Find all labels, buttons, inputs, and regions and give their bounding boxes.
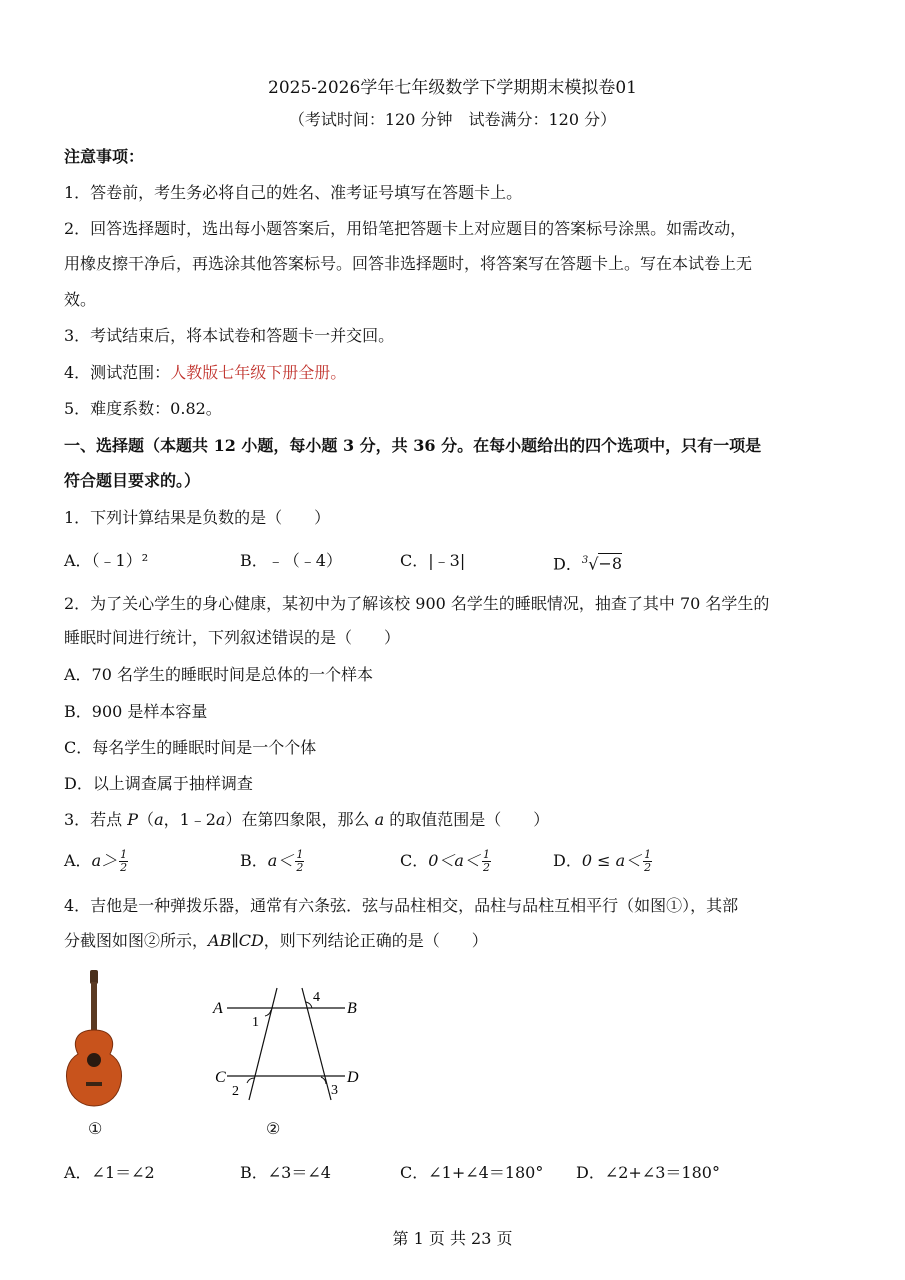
exam-info: （考试时间：120 分钟 试卷满分：120 分） bbox=[288, 110, 617, 129]
guitar-figure bbox=[58, 968, 128, 1118]
q3-stem-part: ，1﹣2 bbox=[163, 810, 216, 829]
q3-option-a-expr: a＞ bbox=[91, 851, 118, 870]
guitar-headstock bbox=[90, 970, 98, 984]
label-angle-2: 2 bbox=[232, 1084, 239, 1099]
test-range: 人教版七年级下册全册 bbox=[170, 363, 331, 382]
q4-option-a: A．∠1＝∠2 bbox=[64, 1163, 155, 1182]
fraction-denominator: 2 bbox=[644, 861, 652, 874]
q3-stem-part: 的取值范围是（ ） bbox=[384, 810, 550, 829]
q3-option-c-label: C． bbox=[400, 851, 429, 870]
page-footer: 第 1 页 共 23 页 bbox=[392, 1229, 513, 1248]
page-title: 2025-2026学年七年级数学下学期期末模拟卷01 bbox=[268, 78, 637, 98]
note-5: 5．难度系数：0.82。 bbox=[64, 399, 222, 418]
label-angle-1: 1 bbox=[252, 1015, 259, 1030]
q3-var-a: a bbox=[215, 810, 226, 829]
note-4-suffix: 。 bbox=[330, 363, 347, 382]
figure-2-caption: ② bbox=[266, 1119, 281, 1138]
q3-option-b-label: B． bbox=[240, 851, 268, 870]
fraction-denominator: 2 bbox=[120, 861, 128, 874]
q3-option-d-label: D． bbox=[553, 851, 582, 870]
parallel-lines-figure bbox=[205, 980, 365, 1110]
radical-icon: √ bbox=[588, 554, 599, 574]
fraction-numerator: 1 bbox=[482, 848, 490, 861]
q4-option-d: D．∠2+∠3＝180° bbox=[576, 1163, 720, 1182]
q4-stem-line-2 bbox=[64, 930, 843, 952]
q3-stem-part: 3．若点 bbox=[64, 810, 128, 829]
q3-stem-part: （ bbox=[138, 810, 155, 829]
q3-option-a-label: A． bbox=[64, 851, 92, 870]
note-2-line-3: 效。 bbox=[64, 290, 97, 309]
note-2-line-2: 用橡皮擦干净后，再选涂其他答案标号。回答非选择题时，将答案写在答题卡上。写在本试卷上无 bbox=[64, 254, 753, 273]
q3-option-a bbox=[64, 849, 128, 874]
fraction bbox=[119, 849, 128, 874]
fraction bbox=[643, 849, 652, 874]
section-heading-line-1: 一、选择题（本题共 12 小题，每小题 3 分，共 36 分。在每小题给出的四个选项中，只有一项是 bbox=[64, 436, 762, 455]
label-a: A bbox=[213, 1000, 223, 1017]
q3-option-d-expr: 0 ≤ a＜ bbox=[581, 851, 642, 870]
transversal-left bbox=[249, 988, 277, 1100]
notes-heading: 注意事项： bbox=[64, 147, 145, 166]
q4-stem-line-1: 4．吉他是一种弹拨乐器，通常有六条弦．弦与品柱相交，品柱与品柱互相平行（如图①），其部 bbox=[64, 896, 739, 915]
fraction-numerator: 1 bbox=[296, 848, 304, 861]
q2-option-c: C．每名学生的睡眠时间是一个个体 bbox=[64, 738, 317, 757]
q2-stem-line-1: 2．为了关心学生的身心健康，某初中为了解该校 900 名学生的睡眠情况，抽查了其中 70 名学生的 bbox=[64, 594, 770, 613]
label-b: B bbox=[347, 1000, 357, 1017]
q1-option-b: B．﹣（﹣4） bbox=[240, 551, 342, 570]
q1-option-c: C．|﹣3| bbox=[400, 551, 466, 570]
cube-root-index: 3 bbox=[581, 555, 589, 566]
q3-stem-part: ）在第四象限，那么 bbox=[225, 810, 375, 829]
note-3: 3．考试结束后，将本试卷和答题卡一并交回。 bbox=[64, 326, 395, 345]
q2-stem-line-2: 睡眠时间进行统计，下列叙述错误的是（ ） bbox=[64, 628, 401, 647]
label-d: D bbox=[347, 1069, 359, 1086]
guitar-body bbox=[66, 1030, 121, 1106]
q4-stem-part: ，则下列结论正确的是（ ） bbox=[263, 931, 488, 950]
fraction-numerator: 1 bbox=[120, 848, 128, 861]
guitar-soundhole bbox=[87, 1053, 101, 1067]
q4-option-c: C．∠1+∠4＝180° bbox=[400, 1163, 544, 1182]
q2-option-a: A．70 名学生的睡眠时间是总体的一个样本 bbox=[64, 665, 374, 684]
q4-option-b: B．∠3＝∠4 bbox=[240, 1163, 331, 1182]
q2-option-d: D．以上调查属于抽样调查 bbox=[64, 774, 253, 793]
radicand: −8 bbox=[598, 554, 623, 574]
q4-stem-part: 分截图如图②所示， bbox=[64, 931, 209, 950]
note-1: 1．答卷前，考生务必将自己的姓名、准考证号填写在答题卡上。 bbox=[64, 183, 523, 202]
q1-option-d-label: D． bbox=[553, 554, 582, 574]
q4-parallel-statement: AB∥CD bbox=[208, 931, 264, 950]
note-4-prefix: 4．测试范围： bbox=[64, 363, 171, 382]
fraction bbox=[295, 849, 304, 874]
fraction bbox=[482, 849, 491, 874]
guitar-bridge bbox=[86, 1082, 102, 1086]
figure-1-caption: ① bbox=[88, 1119, 103, 1138]
q2-option-b: B．900 是样本容量 bbox=[64, 702, 208, 721]
q3-stem bbox=[64, 809, 843, 831]
q1-option-d bbox=[553, 550, 622, 575]
label-c: C bbox=[215, 1069, 226, 1086]
note-2-line-1: 2．回答选择题时，选出每小题答案后，用铅笔把答题卡上对应题目的答案标号涂黑。如需改动， bbox=[64, 219, 747, 238]
fraction-numerator: 1 bbox=[644, 848, 652, 861]
fraction-denominator: 2 bbox=[296, 861, 304, 874]
q3-var-a: a bbox=[374, 810, 385, 829]
section-heading-line-2: 符合题目要求的。） bbox=[64, 471, 201, 490]
q3-option-b-expr: a＜ bbox=[267, 851, 294, 870]
fraction-denominator: 2 bbox=[482, 861, 490, 874]
q3-point-p: P bbox=[127, 810, 139, 829]
q1-option-a: A．（﹣1）² bbox=[64, 551, 149, 570]
label-angle-3: 3 bbox=[331, 1083, 338, 1098]
q1-stem: 1．下列计算结果是负数的是（ ） bbox=[64, 508, 331, 527]
guitar-neck bbox=[91, 982, 97, 1034]
label-angle-4: 4 bbox=[313, 990, 320, 1005]
q3-option-b bbox=[240, 849, 304, 874]
q3-option-d bbox=[553, 849, 652, 874]
q3-var-a: a bbox=[154, 810, 164, 829]
note-4 bbox=[64, 362, 843, 384]
q3-option-c bbox=[400, 849, 491, 874]
q3-option-c-expr: 0＜a＜ bbox=[428, 851, 480, 870]
